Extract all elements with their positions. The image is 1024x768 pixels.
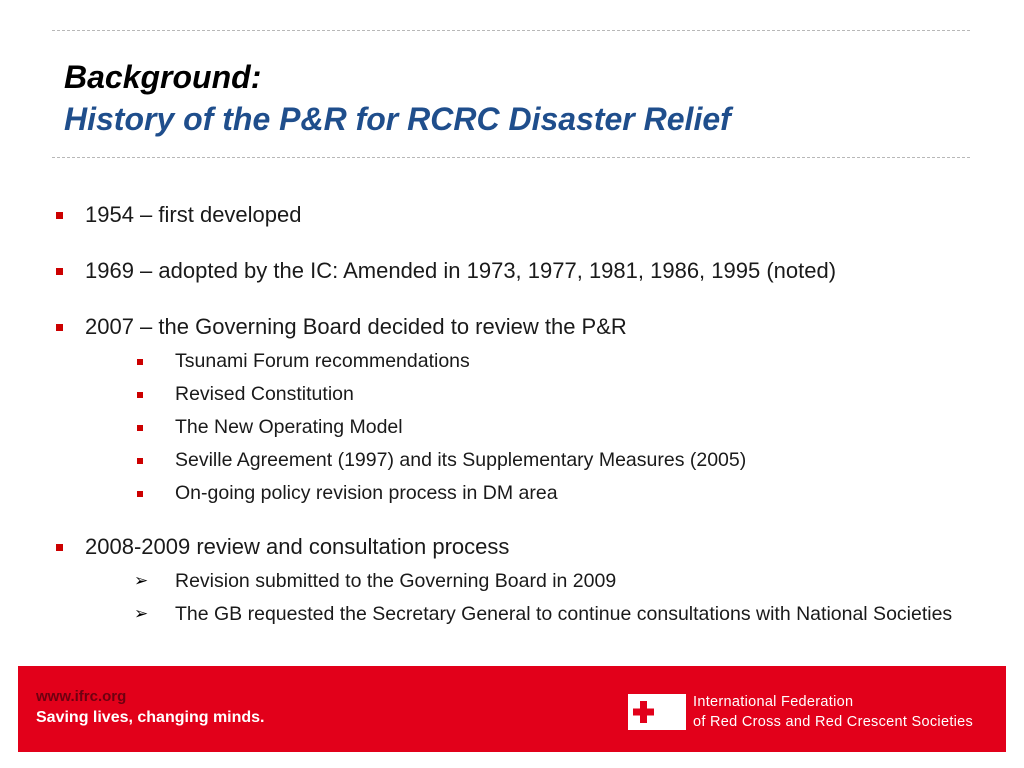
sub-bullet-text: The GB requested the Secretary General to continue consultations with National Societies <box>175 603 953 625</box>
sub-bullet-marker-icon <box>137 491 143 497</box>
bullet-marker-icon <box>56 212 63 219</box>
footer-tagline: Saving lives, changing minds. <box>36 709 265 726</box>
sub-bullet-marker-icon <box>137 392 143 398</box>
sub-bullet-text: On-going policy revision process in DM area <box>175 482 558 504</box>
bullet-marker-icon <box>56 324 63 331</box>
org-name-line-1: International Federation <box>693 694 854 710</box>
org-name-line-2: of Red Cross and Red Crescent Societies <box>693 714 974 730</box>
footer-bar <box>18 666 1006 752</box>
title-line-2: History of the P&R for RCRC Disaster Relief <box>64 101 731 137</box>
bullet-text: 2007 – the Governing Board decided to review the P&R <box>85 314 627 339</box>
ifrc-logo <box>628 694 686 730</box>
bullet-marker-icon <box>56 268 63 275</box>
sub-bullet-text: Seville Agreement (1997) and its Supplementary Measures (2005) <box>175 449 747 471</box>
arrow-bullet-icon: ➢ <box>134 571 149 590</box>
sub-bullet-marker-icon <box>137 425 143 431</box>
sub-bullet-marker-icon <box>137 458 143 464</box>
bullet-text: 1969 – adopted by the IC: Amended in 1973, 1977, 1981, 1986, 1995 (noted) <box>85 258 837 283</box>
red-cross-crescent-icon <box>631 697 683 727</box>
sub-bullet-text: Tsunami Forum recommendations <box>175 350 470 372</box>
top-divider <box>52 30 970 31</box>
bullet-text: 1954 – first developed <box>85 202 302 227</box>
organization-name <box>693 692 973 732</box>
title-divider <box>52 157 970 158</box>
footer-url-link[interactable]: www.ifrc.org <box>36 688 127 705</box>
slide-title <box>64 56 731 140</box>
sub-bullet-text: The New Operating Model <box>175 416 403 438</box>
sub-bullet-text: Revision submitted to the Governing Board in 2009 <box>175 570 617 592</box>
arrow-bullet-icon: ➢ <box>134 604 149 623</box>
sub-bullet-text: Revised Constitution <box>175 383 354 405</box>
sub-bullet-marker-icon <box>137 359 143 365</box>
bullet-marker-icon <box>56 544 63 551</box>
bullet-text: 2008-2009 review and consultation process <box>85 534 510 559</box>
title-line-1: Background: <box>64 59 262 95</box>
